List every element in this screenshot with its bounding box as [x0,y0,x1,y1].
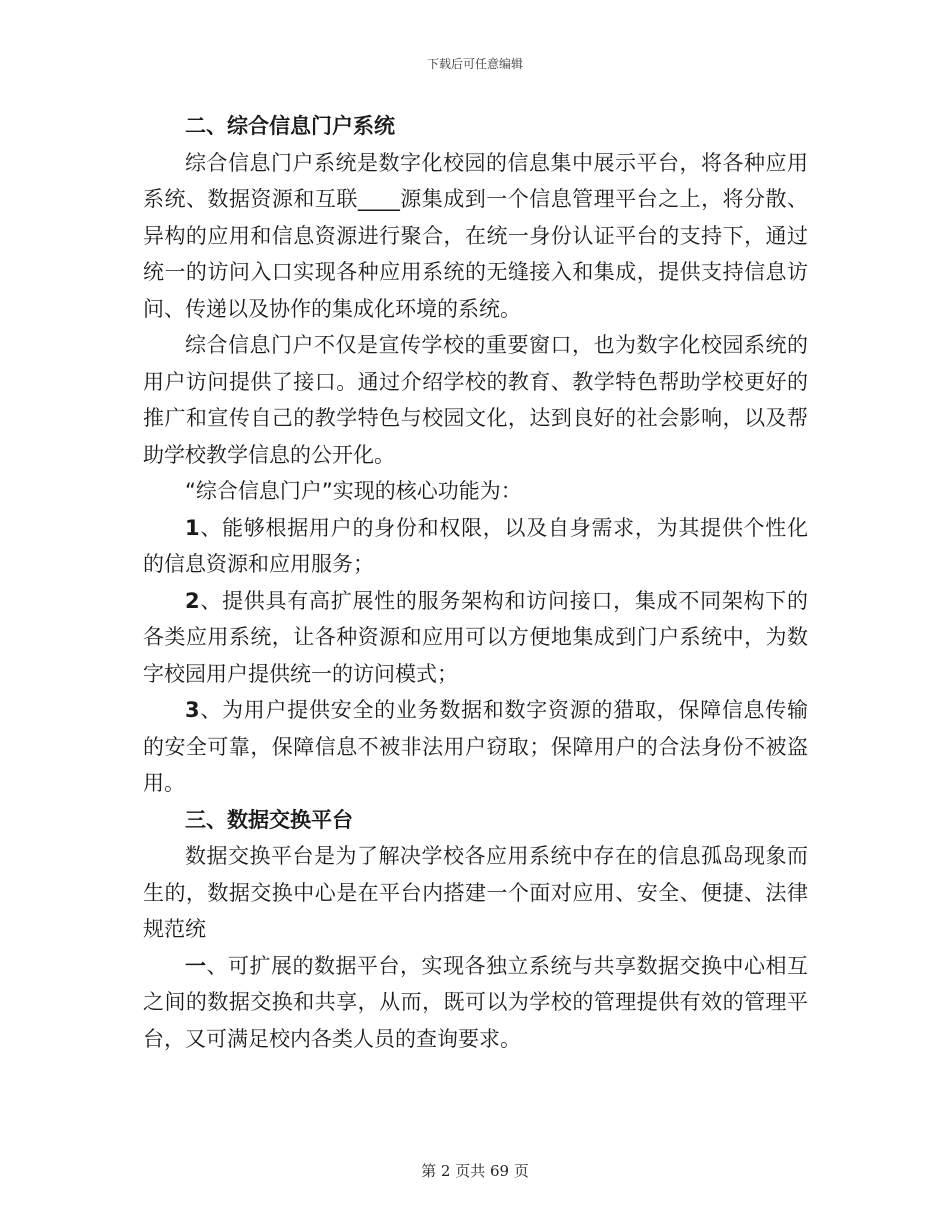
paragraph: 数据交换平台是为了解决学校各应用系统中存在的信息孤岛现象而生的，数据交换中心是在平台内搭建一个面对应用、安全、便捷、法律规范统 [143,844,808,941]
list-item-number: 1 [185,515,200,540]
page-footer: 第 2 页共 69 页 [421,1162,529,1180]
document-body [143,108,808,1057]
list-item [143,510,808,583]
list-item-text: 、为用户提供安全的业务数据和数字资源的猎取，保障信息传输的安全可靠，保障信息不被非法用户窃取；保障用户的合法身份不被盗用。 [143,698,808,795]
section-heading: 三、数据交换平台 [185,807,353,832]
list-item [143,583,808,693]
list-item [143,948,808,1058]
list-item-number: 2 [185,588,200,613]
list-item [143,692,808,802]
page-header: 下载后可任意编辑 [426,57,523,71]
section-heading: 二、综合信息门户系统 [185,114,395,138]
list-item-text: 、提供具有高扩展性的服务架构和访问接口，集成不同架构下的各类应用系统，让各种资源和应用可以方便地集成到门户系统中，为数字校园用户提供统一的访问模式； [143,588,808,686]
paragraph: 综合信息门户不仅是宣传学校的重要窗口，也为数字化校园系统的用户访问提供了接口。通过介绍学校的教育、教学特色帮助学校更好的推广和宣传自己的教学特色与校园文化，达到良好的社会影响，以及帮助学校教学信息的公开化。 [143,333,808,467]
paragraph: “综合信息门户”实现的核心功能为： [185,479,522,503]
list-item-text: 、可扩展的数据平台，实现各独立系统与共享数据交换中心相互之间的数据交换和共享，从而，既可以为学校的管理提供有效的管理平台，又可满足校内各类人员的查询要求。 [143,953,808,1051]
list-item-number: 一 [185,953,207,978]
paragraph: 综合信息门户系统是数字化校园的信息集中展示平台，将各种应用系统、数据资源和互联____源集成到一个信息管理平台之上，将分散、异构的应用和信息资源进行聚合，在统一身份认证平台的支持下，通过统一的访问入口实现各种应用系统的无缝接入和集成，提供支持信息访问、传递以及协作的集成化环境的系统。 [143,150,808,321]
list-item-number: 3 [185,698,200,722]
list-item-text: 、能够根据用户的身份和权限，以及自身需求，为其提供个性化的信息资源和应用服务； [143,515,808,576]
